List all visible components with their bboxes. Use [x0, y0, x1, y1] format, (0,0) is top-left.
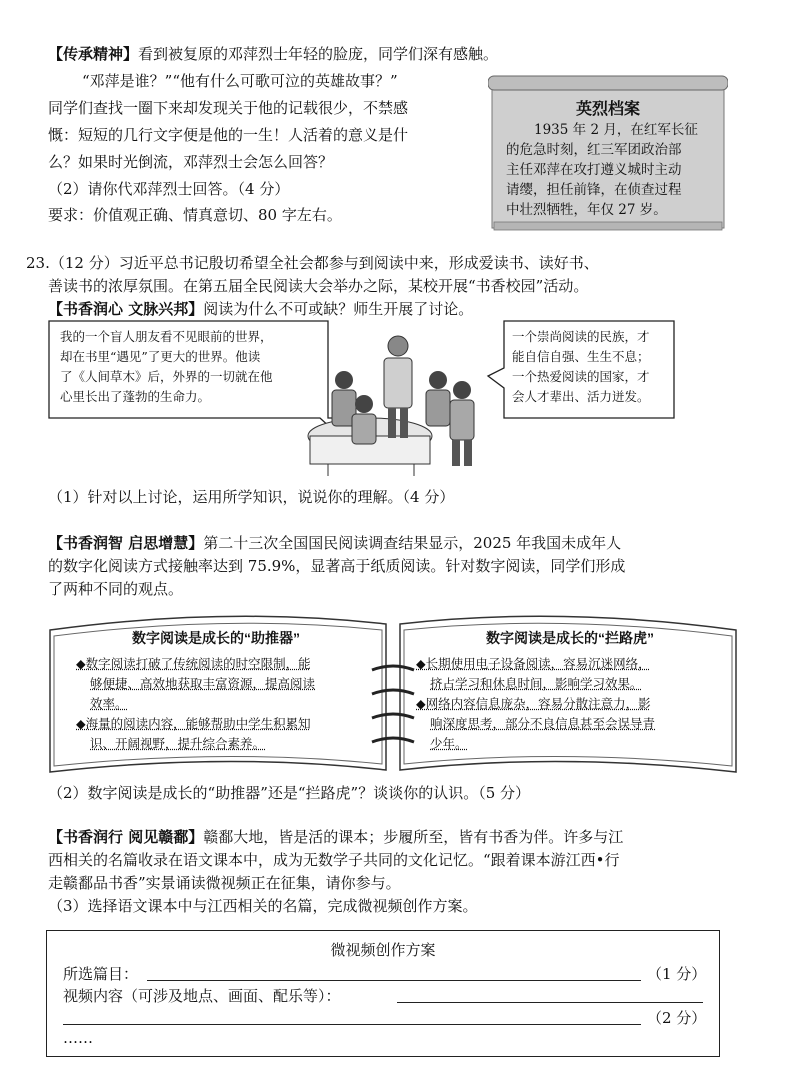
part3-text: 赣鄱大地，皆是活的课本；步履所至，皆有书香为伴。许多与江: [203, 828, 624, 846]
q23-text: （12 分）习近平总书记殷切希望全社会都参与到阅读中来，形成爱读书、读好书、: [49, 254, 599, 272]
heading-label: 【书香润行 阅见赣鄱】: [48, 828, 204, 846]
para-line: 么？如果时光倒流，邓萍烈士会怎么回答？: [48, 153, 334, 171]
para-line: “邓萍是谁？”“他有什么可歌可泣的英雄故事？”: [82, 72, 398, 90]
part2-line: 了两种不同的观点。: [48, 580, 184, 598]
question-2: （2）请你代邓萍烈士回答。（4 分）: [48, 180, 290, 198]
left-page-points: [76, 654, 315, 754]
bubble-line: 却在书里“遇见”了更大的世界。他读: [60, 349, 261, 364]
archive-line: 请缨，担任前锋，在侦查过程: [506, 182, 682, 198]
archive-title: 英烈档案: [575, 99, 640, 118]
field1-answer-line[interactable]: [147, 980, 641, 981]
part2-line: [48, 533, 621, 553]
field2-answer-line[interactable]: [397, 1002, 703, 1003]
question-2b: （2）数字阅读是成长的“助推器”还是“拦路虎”？谈谈你的认识。（5 分）: [48, 784, 531, 802]
heading-label: 【书香润心 文脉兴邦】: [48, 300, 204, 318]
part2-text: 第二十三次全国国民阅读调查结果显示，2025 年我国未成年人: [203, 534, 622, 552]
archive-line: 1935 年 2 月，在红军长征: [534, 122, 698, 138]
archive-body: [506, 120, 698, 220]
point-line: ◆长期使用电子设备阅读，容易沉迷网络，: [416, 656, 651, 671]
archive-line: 主任邓萍在攻打遵义城时主动: [506, 162, 682, 178]
point-line: 响深度思考，部分不良信息甚至会误导青: [430, 716, 656, 731]
part3-line: [48, 827, 623, 847]
point-line: 少年。: [430, 736, 468, 751]
part1-intro: 阅读为什么不可或缺？师生开展了讨论。: [203, 300, 474, 318]
bubble-left-text: [60, 327, 273, 407]
discussion-illustration: [48, 318, 720, 476]
section-heading-inherit: [48, 44, 498, 64]
bubble-line: 一个热爱阅读的国家，才: [512, 369, 650, 384]
heading-label: 【传承精神】: [48, 45, 139, 63]
archive-line: 中壮烈牺牲，年仅 27 岁。: [506, 202, 667, 218]
para-line: 慨：短短的几行文字便是他的一生！人活着的意义是什: [48, 126, 409, 144]
point-line: ◆海量的阅读内容，能够帮助中学生积累知: [76, 716, 311, 731]
question-1: （1）针对以上讨论，运用所学知识，说说你的理解。（4 分）: [48, 488, 455, 506]
bubble-line: 一个崇尚阅读的民族，才: [512, 329, 650, 344]
point-line: 挤占学习和休息时间，影响学习效果。: [430, 676, 643, 691]
field2-score: （2 分）: [647, 1009, 707, 1027]
part1-heading-line: [48, 299, 473, 319]
point-line: 够便捷、高效地获取丰富资源，提高阅读: [90, 676, 316, 691]
viewpoint-book: [46, 610, 740, 776]
bubble-line: 心里长出了蓬勃的生命力。: [60, 389, 211, 404]
part2-line: 的数字化阅读方式接触率达到 75.9%，显著高于纸质阅读。针对数字阅读，同学们形成: [48, 557, 626, 575]
plan-box: [46, 930, 720, 1057]
requirement: 要求：价值观正确、情真意切、80 字左右。: [48, 206, 342, 224]
field1-score: （1 分）: [647, 965, 707, 983]
point-line: ◆网络内容信息庞杂，容易分散注意力，影: [416, 696, 651, 711]
right-page-points: [416, 654, 655, 754]
para-line: 同学们查找一圈下来却发现关于他的记载很少，不禁感: [48, 99, 409, 117]
right-page-title: 数字阅读是成长的“拦路虎”: [486, 630, 654, 646]
plan-title: 微视频创作方案: [330, 941, 436, 959]
left-page-title: 数字阅读是成长的“助推器”: [132, 630, 300, 646]
field2-label: 视频内容（可涉及地点、画面、配乐等）：: [63, 987, 341, 1005]
bubble-line: 能自信自强、生生不息；: [512, 349, 650, 364]
bubble-right-text: [512, 327, 650, 407]
archive-line: 的危急时刻，红三军团政治部: [506, 142, 682, 158]
q23-line: [26, 253, 599, 273]
point-line: 识、开阔视野，提升综合素养。: [90, 736, 266, 751]
plan-field-1: [63, 963, 138, 984]
point-line: 效率。: [90, 696, 128, 711]
question-3: （3）选择语文课本中与江西相关的名篇，完成微视频创作方案。: [48, 897, 478, 915]
plan-ellipsis: ……: [63, 1029, 93, 1047]
q23-number: 23.: [26, 254, 50, 272]
part3-line: 西相关的名篇收录在语文课本中，成为无数学子共同的文化记忆。“跟着课本游江西•行: [48, 851, 620, 869]
point-line: ◆数字阅读打破了传统阅读的时空限制，能: [76, 656, 311, 671]
field2-answer-line-2[interactable]: [63, 1024, 641, 1025]
field1-label: 所选篇目：: [63, 965, 139, 983]
bubble-line: 了《人间草木》后，外界的一切就在他: [60, 369, 273, 384]
bubble-line: 我的一个盲人朋友看不见眼前的世界，: [60, 329, 273, 344]
bubble-line: 会人才辈出、活力迸发。: [512, 389, 650, 404]
section-intro: 看到被复原的邓萍烈士年轻的脸庞，同学们深有感触。: [138, 45, 499, 63]
part3-line: 走赣鄱品书香”实景诵读微视频正在征集，请你参与。: [48, 874, 401, 892]
heading-label: 【书香润智 启思增慧】: [48, 534, 204, 552]
archive-scroll: [488, 72, 728, 232]
q23-line: 善读书的浓厚氛围。在第五届全民阅读大会举办之际，某校开展“书香校园”活动。: [48, 277, 589, 295]
